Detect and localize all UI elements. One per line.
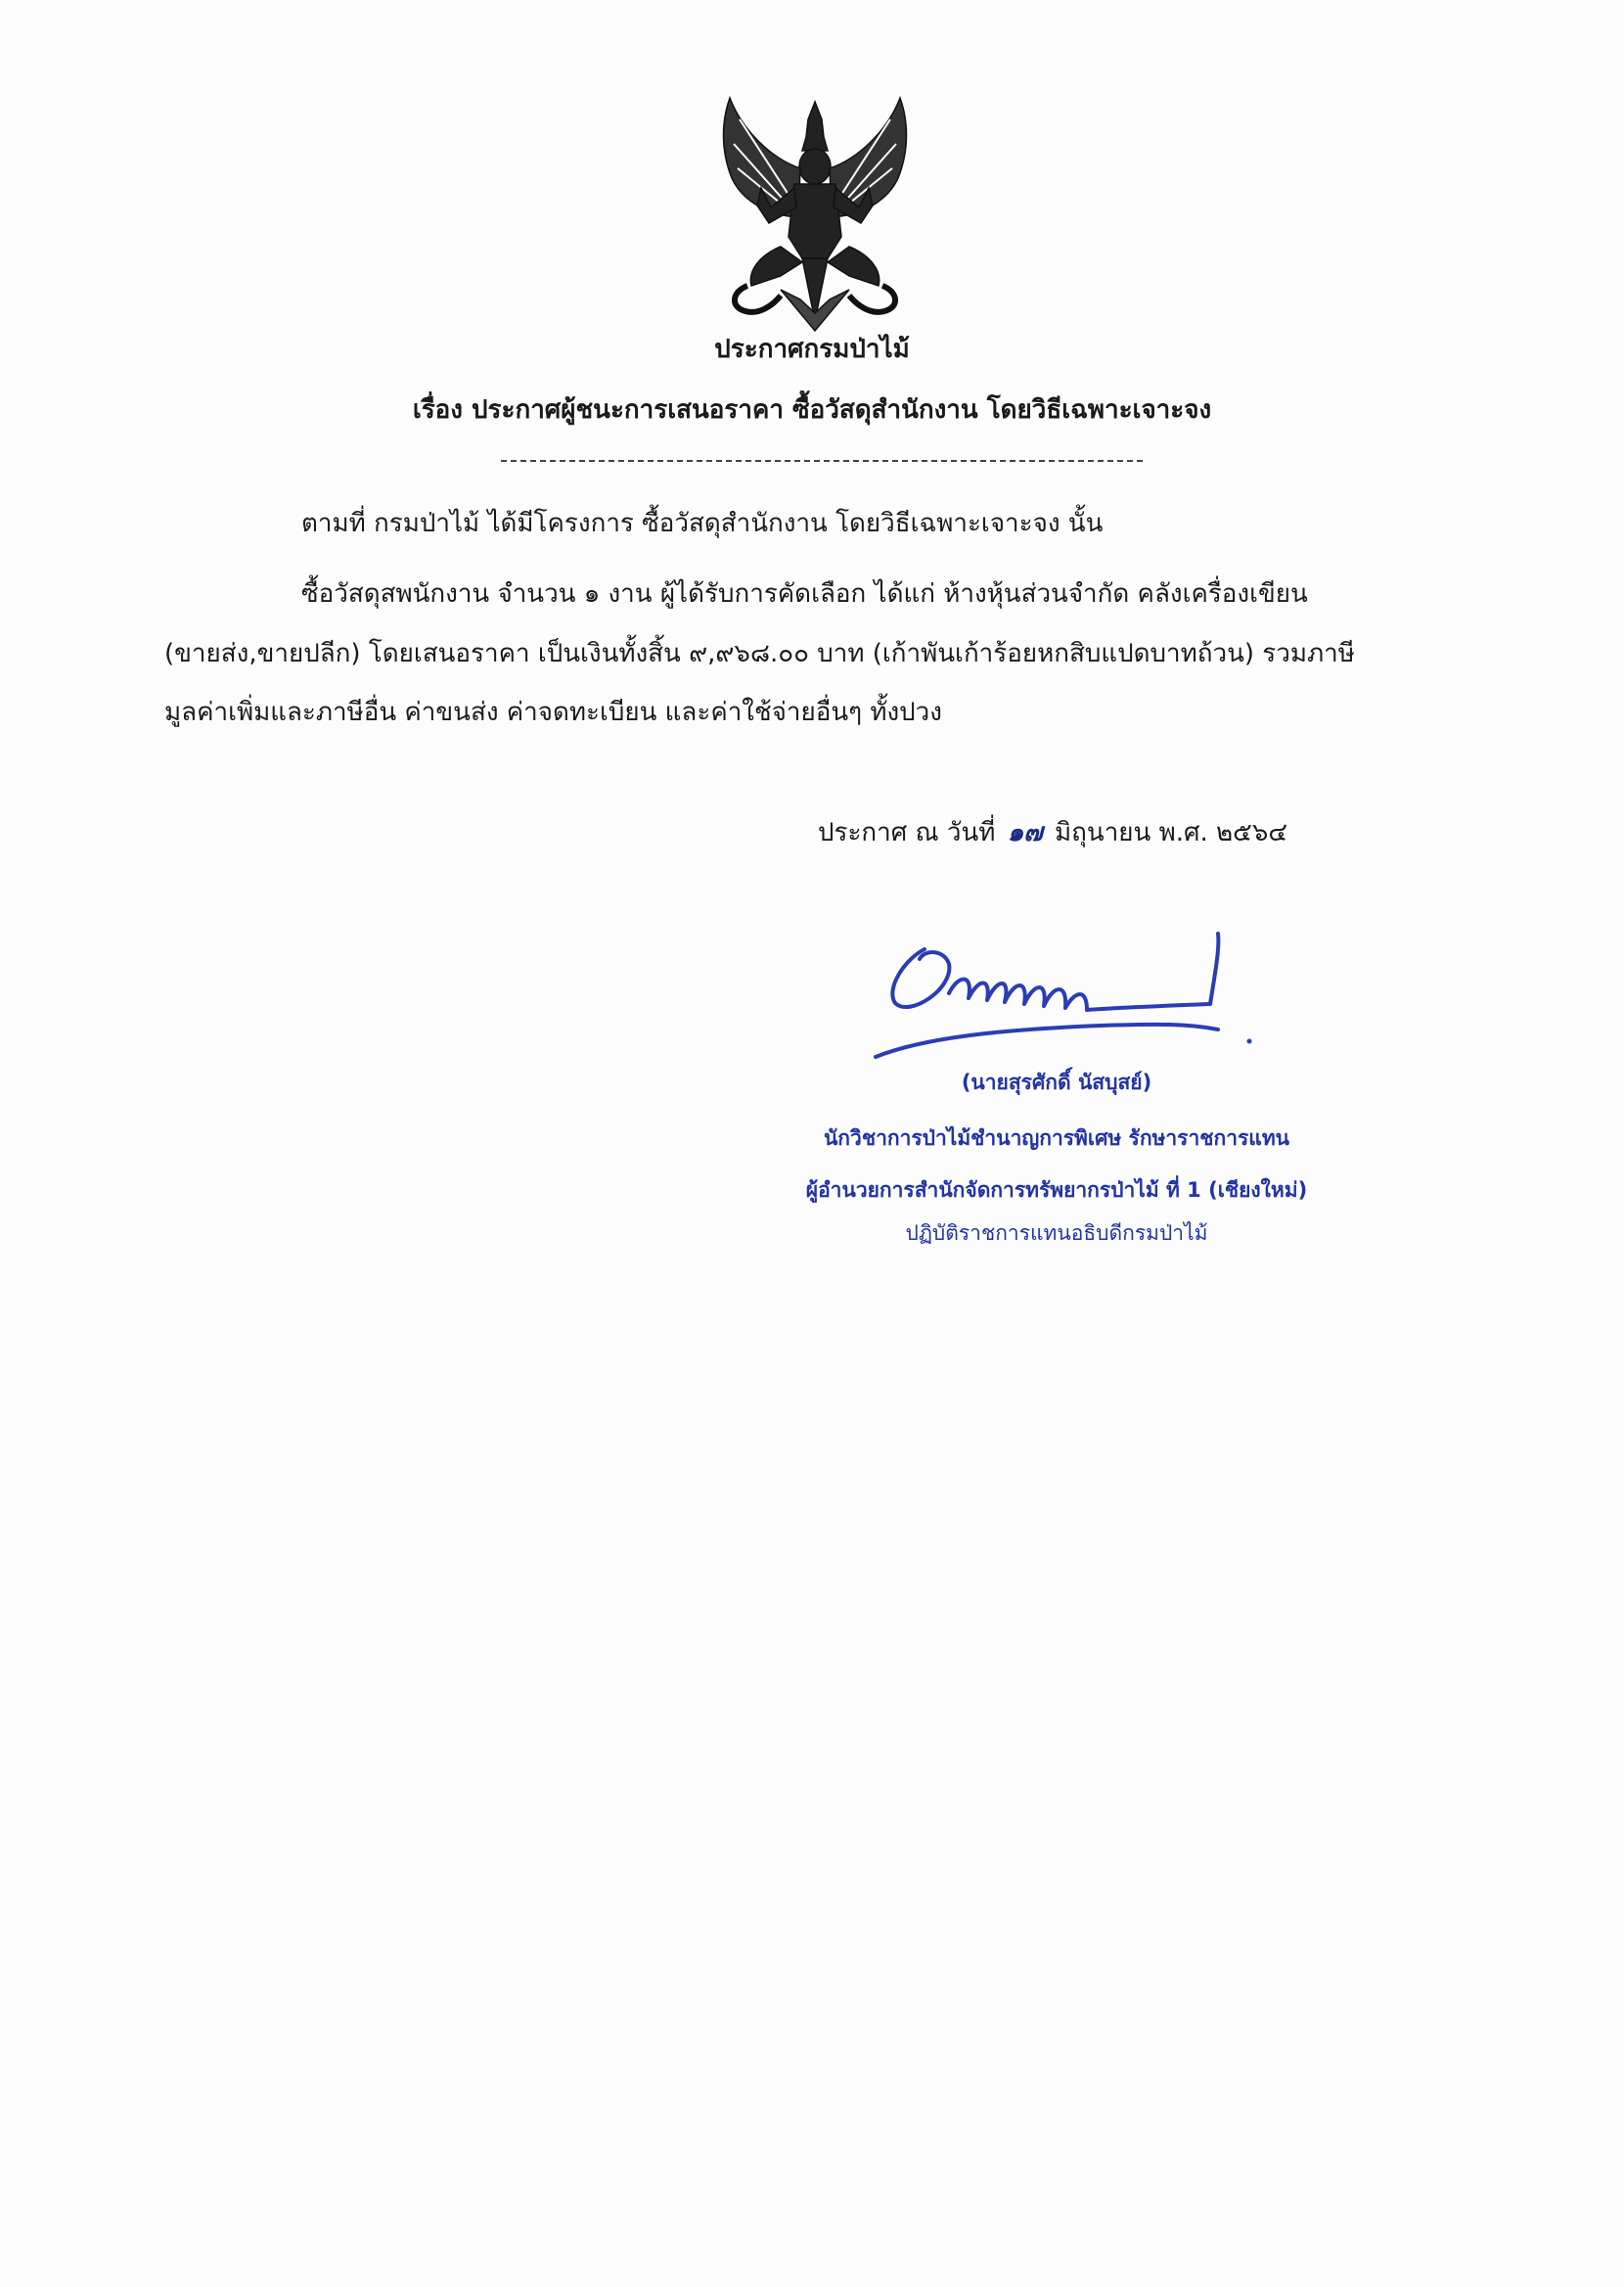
dashed-divider xyxy=(501,460,1143,462)
signatory-name: (นายสุรศักดิ์ นัสบุสย์) xyxy=(961,1071,1152,1094)
body-line-2: ซื้อวัสดุสพนักงาน จำนวน ๑ งาน ผู้ได้รับการคัดเลือก ได้แก่ ห้างหุ้นส่วนจำกัด คลังเครื่องเขียน xyxy=(301,579,1308,609)
signatory-position-3: ปฏิบัติราชการแทนอธิบดีกรมป่าไม้ xyxy=(905,1221,1208,1245)
date-day-handwritten: ๑๗ xyxy=(1007,818,1043,847)
body-line-4: มูลค่าเพิ่มและภาษีอื่น ค่าขนส่ง ค่าจดทะเบียน และค่าใช้จ่ายอื่นๆ ทั้งปวง xyxy=(164,698,942,727)
garuda-emblem-icon xyxy=(712,90,918,333)
date-month-year: มิถุนายน พ.ศ. ๒๕๖๔ xyxy=(1055,818,1288,847)
body-line-3: (ขายส่ง,ขายปลีก) โดยเสนอราคา เป็นเงินทั้งสิ้น ๙,๙๖๘.๐๐ บาท (เก้าพันเก้าร้อยหกสิบแปดบาทถ้วน) รวมภาษี xyxy=(164,639,1355,668)
signatory-position-1: นักวิชาการป่าไม้ชำนาญการพิเศษ รักษาราชการแทน xyxy=(823,1126,1290,1150)
announcement-title: ประกาศกรมป่าไม้ xyxy=(714,335,910,364)
announcement-date xyxy=(818,812,1287,852)
handwritten-signature-icon xyxy=(866,920,1277,1067)
announcement-subject: เรื่อง ประกาศผู้ชนะการเสนอราคา ซื้อวัสดุสำนักงาน โดยวิธีเฉพาะเจาะจง xyxy=(412,395,1212,425)
signatory-position-2: ผู้อำนวยการสำนักจัดการทรัพยากรป่าไม้ ที่ 1 (เชียงใหม่) xyxy=(805,1178,1308,1202)
body-line-1: ตามที่ กรมป่าไม้ ได้มีโครงการ ซื้อวัสดุสำนักงาน โดยวิธีเฉพาะเจาะจง นั้น xyxy=(301,509,1104,538)
date-prefix: ประกาศ ณ วันที่ xyxy=(818,818,996,847)
